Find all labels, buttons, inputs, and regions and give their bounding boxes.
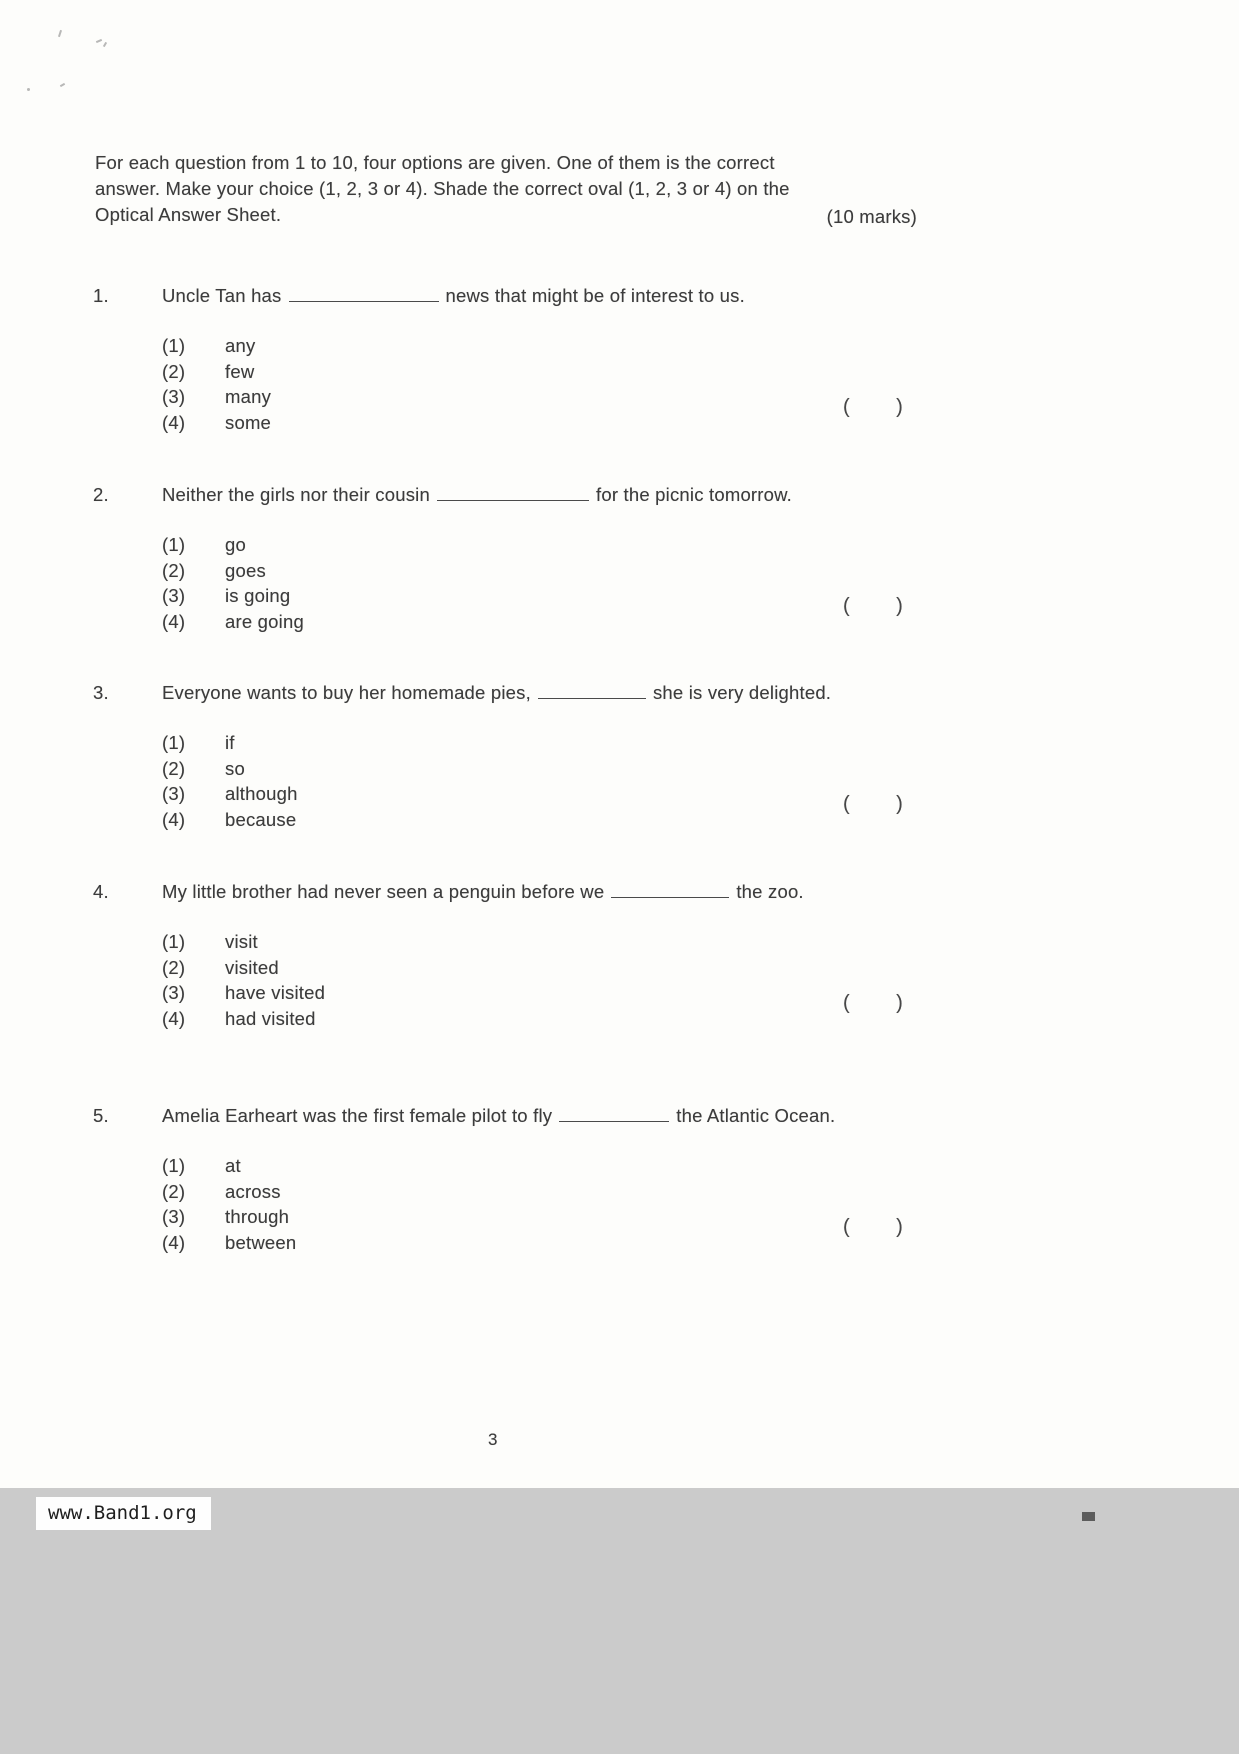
option-text: some	[225, 411, 272, 433]
option-text: few	[225, 360, 255, 382]
option-row	[162, 532, 925, 558]
scan-artifact	[1082, 1512, 1095, 1521]
bracket-open: (	[843, 793, 850, 815]
question-5	[93, 1103, 925, 1255]
bracket-close: )	[896, 595, 903, 617]
option-text: are going	[225, 610, 304, 632]
option-row	[162, 980, 925, 1006]
option-row	[162, 929, 925, 955]
stem-after: she is very delighted.	[652, 682, 832, 703]
option-text: any	[225, 335, 256, 356]
scan-artifact	[58, 30, 62, 37]
option-text: visit	[225, 931, 258, 952]
option-label: (2)	[162, 559, 186, 581]
bracket-open: (	[843, 1216, 850, 1238]
instruction-line: For each question from 1 to 10, four options are given. One of them is the correct	[95, 152, 775, 173]
option-row	[162, 756, 925, 782]
question-4	[93, 879, 925, 1031]
option-label: (4)	[162, 411, 186, 433]
option-list	[162, 532, 925, 634]
option-text: between	[225, 1231, 297, 1253]
option-row	[162, 1006, 925, 1032]
option-row	[162, 955, 925, 981]
scan-artifact	[27, 88, 30, 91]
option-label: (1)	[162, 732, 186, 753]
option-list	[162, 333, 925, 435]
question-number: 1.	[93, 285, 109, 306]
instructions	[95, 150, 917, 228]
option-row	[162, 410, 925, 436]
instruction-line: Optical Answer Sheet.	[95, 204, 282, 225]
option-list	[162, 1153, 925, 1255]
option-label: (3)	[162, 783, 186, 805]
option-text: have visited	[225, 982, 326, 1004]
marks-label: (10 marks)	[826, 206, 917, 227]
answer-bracket	[843, 1216, 903, 1239]
stem-after: for the picnic tomorrow.	[595, 484, 793, 505]
option-row	[162, 1204, 925, 1230]
page-number: 3	[488, 1430, 498, 1449]
option-label: (2)	[162, 956, 186, 978]
option-label: (1)	[162, 1155, 186, 1176]
question-number: 5.	[93, 1105, 109, 1126]
option-list	[162, 730, 925, 832]
answer-blank	[611, 882, 729, 898]
answer-bracket	[843, 396, 903, 419]
question-stem	[162, 1103, 835, 1129]
stem-before: My little brother had never seen a penguin before we	[162, 881, 605, 902]
option-label: (3)	[162, 386, 186, 408]
stem-after: the Atlantic Ocean.	[676, 1105, 836, 1126]
question-2	[93, 482, 925, 634]
option-text: through	[225, 1206, 290, 1228]
instruction-line: answer. Make your choice (1, 2, 3 or 4). Shade the correct oval (1, 2, 3 or 4) on the	[95, 178, 790, 199]
scan-artifact	[96, 39, 102, 43]
option-row	[162, 807, 925, 833]
stem-before: Amelia Earheart was the first female pilot to fly	[162, 1105, 553, 1126]
option-text: at	[225, 1155, 241, 1176]
option-label: (3)	[162, 1206, 186, 1228]
question-number: 3.	[93, 682, 109, 703]
option-row	[162, 1230, 925, 1256]
option-text: is going	[225, 585, 291, 607]
option-label: (2)	[162, 757, 186, 779]
option-row	[162, 583, 925, 609]
question-number: 4.	[93, 881, 109, 902]
stem-before: Everyone wants to buy her homemade pies,	[162, 682, 531, 703]
option-row	[162, 609, 925, 635]
option-label: (1)	[162, 931, 186, 952]
option-text: because	[225, 808, 297, 830]
question-number: 2.	[93, 484, 109, 505]
bracket-open: (	[843, 595, 850, 617]
option-label: (4)	[162, 1231, 186, 1253]
question-1	[93, 283, 925, 435]
option-label: (3)	[162, 982, 186, 1004]
option-label: (2)	[162, 360, 186, 382]
stem-after: news that might be of interest to us.	[445, 285, 745, 306]
answer-bracket	[843, 793, 903, 816]
option-row	[162, 1153, 925, 1179]
question-3	[93, 680, 925, 832]
bracket-close: )	[896, 992, 903, 1014]
stem-after: the zoo.	[736, 881, 804, 902]
watermark-box	[36, 1497, 211, 1530]
option-text: although	[225, 783, 298, 805]
watermark-text: www.Band1.org	[48, 1502, 197, 1524]
option-label: (1)	[162, 534, 186, 555]
bracket-close: )	[896, 793, 903, 815]
option-label: (4)	[162, 808, 186, 830]
stem-before: Uncle Tan has	[162, 285, 282, 306]
option-label: (2)	[162, 1180, 186, 1202]
option-text: so	[225, 757, 245, 779]
option-label: (3)	[162, 585, 186, 607]
option-label: (1)	[162, 335, 186, 356]
answer-blank	[437, 485, 589, 501]
option-label: (4)	[162, 1007, 186, 1029]
option-text: visited	[225, 956, 279, 978]
answer-bracket	[843, 992, 903, 1015]
footer-bar	[0, 1488, 1239, 1754]
option-text: had visited	[225, 1007, 316, 1029]
option-text: across	[225, 1180, 281, 1202]
option-label: (4)	[162, 610, 186, 632]
option-row	[162, 730, 925, 756]
option-text: if	[225, 732, 235, 753]
scan-artifact	[60, 83, 65, 87]
option-text: go	[225, 534, 246, 555]
option-text: many	[225, 386, 272, 408]
answer-blank	[559, 1106, 669, 1122]
scan-artifact	[103, 42, 107, 47]
option-row	[162, 558, 925, 584]
option-row	[162, 359, 925, 385]
question-stem	[162, 879, 804, 905]
answer-bracket	[843, 595, 903, 618]
bracket-open: (	[843, 396, 850, 418]
bracket-close: )	[896, 1216, 903, 1238]
option-list	[162, 929, 925, 1031]
option-row	[162, 333, 925, 359]
option-row	[162, 384, 925, 410]
question-stem	[162, 482, 792, 508]
answer-blank	[538, 683, 646, 699]
stem-before: Neither the girls nor their cousin	[162, 484, 430, 505]
question-stem	[162, 283, 745, 309]
bracket-open: (	[843, 992, 850, 1014]
option-row	[162, 781, 925, 807]
bracket-close: )	[896, 396, 903, 418]
option-text: goes	[225, 559, 266, 581]
answer-blank	[289, 286, 439, 302]
option-row	[162, 1179, 925, 1205]
question-stem	[162, 680, 831, 706]
